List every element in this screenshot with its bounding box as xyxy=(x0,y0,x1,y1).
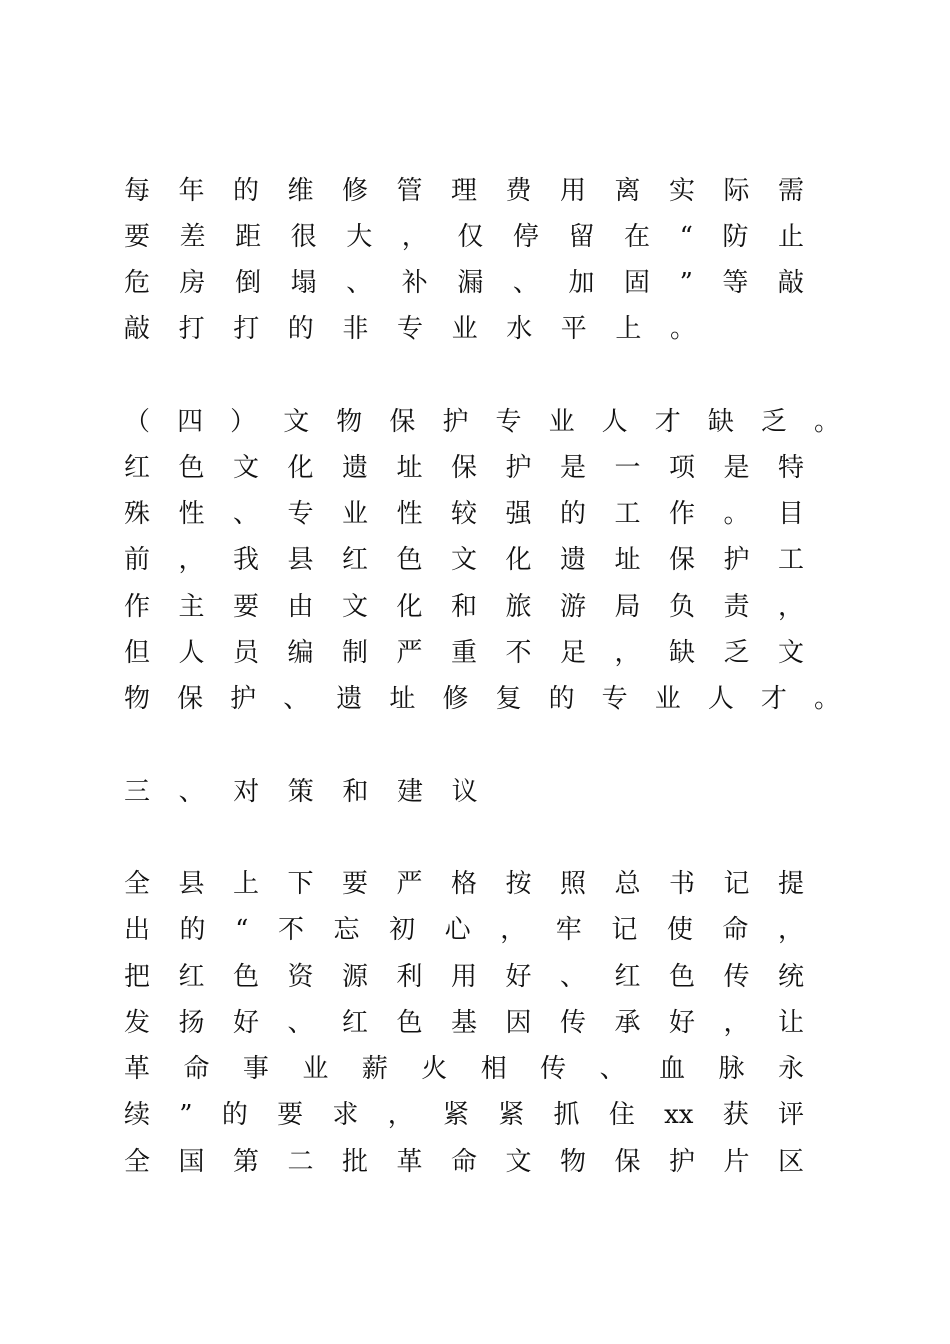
paragraph3-line: 出的“不忘初心，牢记使命， xyxy=(124,915,804,945)
paragraph3-line: 全县上下要严格按照总书记提 xyxy=(124,869,804,899)
paragraph2-line: 作主要由文化和旅游局负责， xyxy=(124,592,804,622)
paragraph1-line: 每年的维修管理费用离实际需 xyxy=(124,176,804,206)
paragraph3-line: 把红色资源利用好、红色传统 xyxy=(124,962,804,992)
paragraph2-line: （四）文物保护专业人才缺乏。 xyxy=(124,407,840,437)
paragraph3-line: 续”的要求，紧紧抓住xx获评 xyxy=(124,1100,804,1130)
paragraph1-line: 要差距很大，仅停留在“防止 xyxy=(124,222,804,252)
paragraph1-line: 危房倒塌、补漏、加固”等敲 xyxy=(124,268,804,298)
paragraph1-line: 敲打打的非专业水平上。 xyxy=(124,314,725,344)
paragraph3-line: 革命事业薪火相传、血脉永 xyxy=(124,1054,804,1084)
paragraph2-line: 但人员编制严重不足，缺乏文 xyxy=(124,638,804,668)
paragraph2-line: 前，我县红色文化遗址保护工 xyxy=(124,545,804,575)
section-heading: 三、对策和建议 xyxy=(124,777,507,807)
paragraph2-line: 红色文化遗址保护是一项是特 xyxy=(124,453,804,483)
paragraph3-line: 发扬好、红色基因传承好，让 xyxy=(124,1008,804,1038)
paragraph3-line: 全国第二批革命文物保护片区 xyxy=(124,1147,804,1177)
paragraph2-line: 物保护、遗址修复的专业人才。 xyxy=(124,684,840,714)
paragraph2-line: 殊性、专业性较强的工作。目 xyxy=(124,499,804,529)
